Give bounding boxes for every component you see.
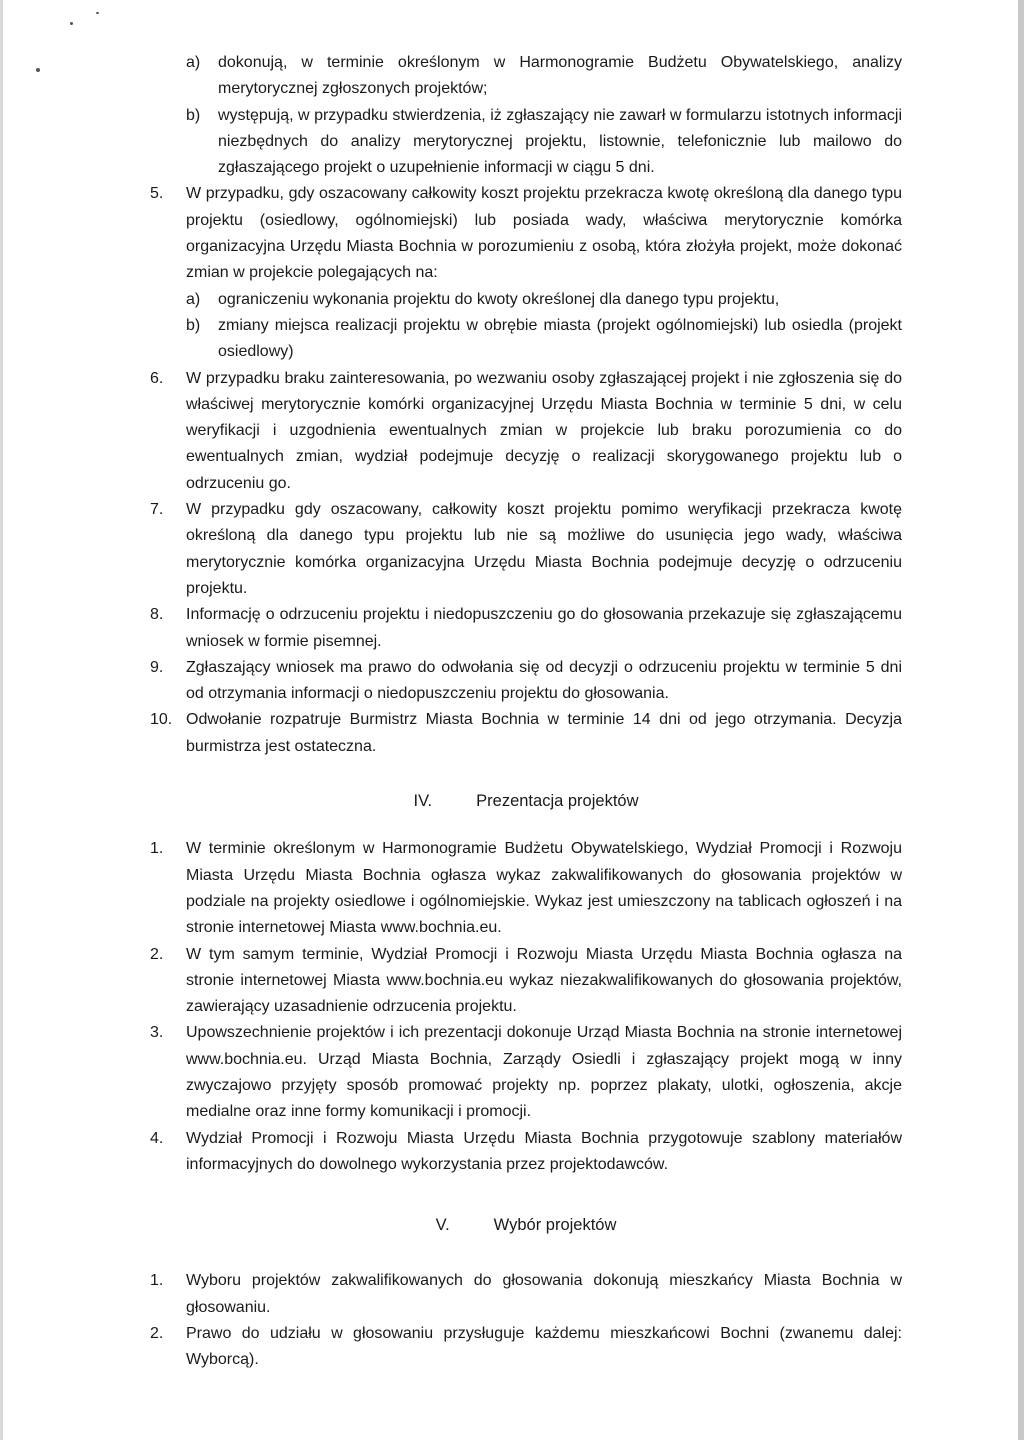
document-body	[150, 50, 902, 1374]
item-number: 7.	[150, 501, 164, 519]
numbered-item-iv-4	[150, 1126, 902, 1179]
item-text: Zgłaszający wniosek ma prawo do odwołania się od decyzji o odrzuceniu projektu w terminie 5 dni od otrzymania informacji o niedopuszczeniu projektu do głosowania.	[186, 658, 902, 703]
item-number: 6.	[150, 369, 164, 387]
numbered-item-6	[150, 366, 902, 497]
item-number: 2.	[150, 945, 164, 963]
section-number: IV.	[413, 792, 433, 811]
list-item-5b	[150, 313, 902, 366]
item-text: W tym samym terminie, Wydział Promocji i Rozwoju Miasta Urzędu Miasta Bochnia ogłasza na stronie internetowej Miasta www.bochnia.eu wykaz niezakwalifikowanych do głosowania projektów, zawierający uzasadnienie odrzucenia projektu.	[186, 945, 902, 1016]
numbered-item-9	[150, 655, 902, 708]
numbered-item-7	[150, 497, 902, 602]
list-text: występują, w przypadku stwierdzenia, iż zgłaszający nie zawarł w formularzu istotnych informacji niezbędnych do analizy merytorycznej projektu, listownie, telefonicznie lub mailowo do zgłaszającego projekt o uzupełnienie informacji w ciągu 5 dni.	[218, 106, 902, 177]
item-text: Prawo do udziału w głosowaniu przysługuje każdemu mieszkańcowi Bochni (zwanemu dalej: Wyborcą).	[186, 1325, 902, 1369]
list-item-a	[150, 50, 902, 103]
list-text: dokonują, w terminie określonym w Harmonogramie Budżetu Obywatelskiego, analizy merytorycznej zgłoszonych projektów;	[218, 54, 902, 98]
section-number: V.	[435, 1216, 450, 1235]
numbered-item-10	[150, 707, 902, 760]
item-text: Wyboru projektów zakwalifikowanych do głosowania dokonują mieszkańcy Miasta Bochnia w głosowaniu.	[186, 1272, 902, 1316]
item-text: W przypadku gdy oszacowany, całkowity koszt projektu pomimo weryfikacji przekracza kwotę określoną dla danego typu projektu lub nie są możliwe do usunięcia jego wady, właściwa merytorycznie komórka organizacyjna Urzędu Miasta Bochnia podejmuje decyzję o odrzuceniu projektu.	[186, 501, 902, 597]
item-number: 10.	[150, 711, 173, 729]
item-number: 2.	[150, 1325, 164, 1343]
scan-speck	[70, 22, 73, 25]
numbered-item-v-1	[150, 1268, 902, 1321]
list-item-b	[150, 103, 902, 182]
numbered-item-iv-1	[150, 836, 902, 941]
item-number: 1.	[150, 840, 164, 858]
numbered-item-iv-2	[150, 942, 902, 1021]
list-text: ograniczeniu wykonania projektu do kwoty określonej dla danego typu projektu,	[218, 290, 780, 308]
item-text: W terminie określonym w Harmonogramie Budżetu Obywatelskiego, Wydział Promocji i Rozwoju Miasta Urzędu Miasta Bochnia ogłasza wykaz zakwalifikowanych do głosowania projektów w podziale na projekty osiedlowe i ogólnomiejskie. Wykaz jest umieszczony na tablicach ogłoszeń i na stronie internetowej Miasta www.bochnia.eu.	[186, 840, 902, 937]
numbered-item-8	[150, 602, 902, 655]
item-number: 8.	[150, 606, 164, 624]
item-number: 5.	[150, 185, 164, 203]
list-label: a)	[186, 54, 201, 71]
section-heading-iv	[150, 788, 902, 814]
item-text: Informację o odrzuceniu projektu i niedopuszczeniu go do głosowania przekazuje się zgłaszającemu wniosek w formie pisemnej.	[186, 606, 902, 650]
section-title: Prezentacja projektów	[476, 792, 639, 811]
numbered-item-5	[150, 181, 902, 286]
item-number: 1.	[150, 1272, 164, 1290]
item-text: Odwołanie rozpatruje Burmistrz Miasta Bochnia w terminie 14 dni od jego otrzymania. Decyzja burmistrza jest ostateczna.	[186, 711, 902, 755]
item-text: W przypadku braku zainteresowania, po wezwaniu osoby zgłaszającej projekt i nie zgłoszenia się do właściwej merytorycznie komórki organizacyjnej Urzędu Miasta Bochnia w terminie 5 dni, w celu weryfikacji i uzgodnienia ewentualnych zmian w projekcie lub braku porozumienia co do ewentualnych zmian, wydział podejmuje decyzję o realizacji skorygowanego projektu lub o odrzuceniu go.	[186, 369, 902, 492]
item-number: 9.	[150, 658, 164, 676]
section-heading-v	[150, 1212, 902, 1238]
item-text: W przypadku, gdy oszacowany całkowity koszt projektu przekracza kwotę określoną dla danego typu projektu (osiedlowy, ogólnomiejski) lub posiada wady, właściwa merytorycznie komórka organizacyjna Urzędu Miasta Bochnia w porozumieniu z osobą, która złożyła projekt, może dokonać zmian w projekcie polegających na:	[186, 185, 902, 282]
numbered-item-iv-3	[150, 1020, 902, 1125]
list-label: b)	[186, 106, 201, 124]
section-title: Wybór projektów	[493, 1216, 617, 1235]
list-item-5a	[150, 287, 902, 313]
list-label: b)	[186, 316, 201, 334]
item-text: Wydział Promocji i Rozwoju Miasta Urzędu Miasta Bochnia przygotowuje szablony materiałów informacyjnych do dowolnego wykorzystania przez projektodawców.	[186, 1129, 902, 1173]
item-number: 4.	[150, 1129, 164, 1147]
list-text: zmiany miejsca realizacji projektu w obrębie miasta (projekt ogólnomiejski) lub osiedla (projekt osiedlowy)	[218, 316, 902, 361]
scan-speck	[36, 68, 40, 72]
item-number: 3.	[150, 1024, 164, 1042]
numbered-item-v-2	[150, 1321, 902, 1374]
item-text: Upowszechnienie projektów i ich prezentacji dokonuje Urząd Miasta Bochnia na stronie internetowej www.bochnia.eu. Urząd Miasta Bochnia, Zarządy Osiedli i zgłaszający projekt mogą w inny zwyczajowo przyjęty sposób promować projekty np. poprzez plakaty, ulotki, ogłoszenia, akcje medialne oraz inne formy komunikacji i promocji.	[186, 1024, 902, 1121]
scan-speck	[96, 12, 99, 14]
list-label: a)	[186, 290, 201, 308]
